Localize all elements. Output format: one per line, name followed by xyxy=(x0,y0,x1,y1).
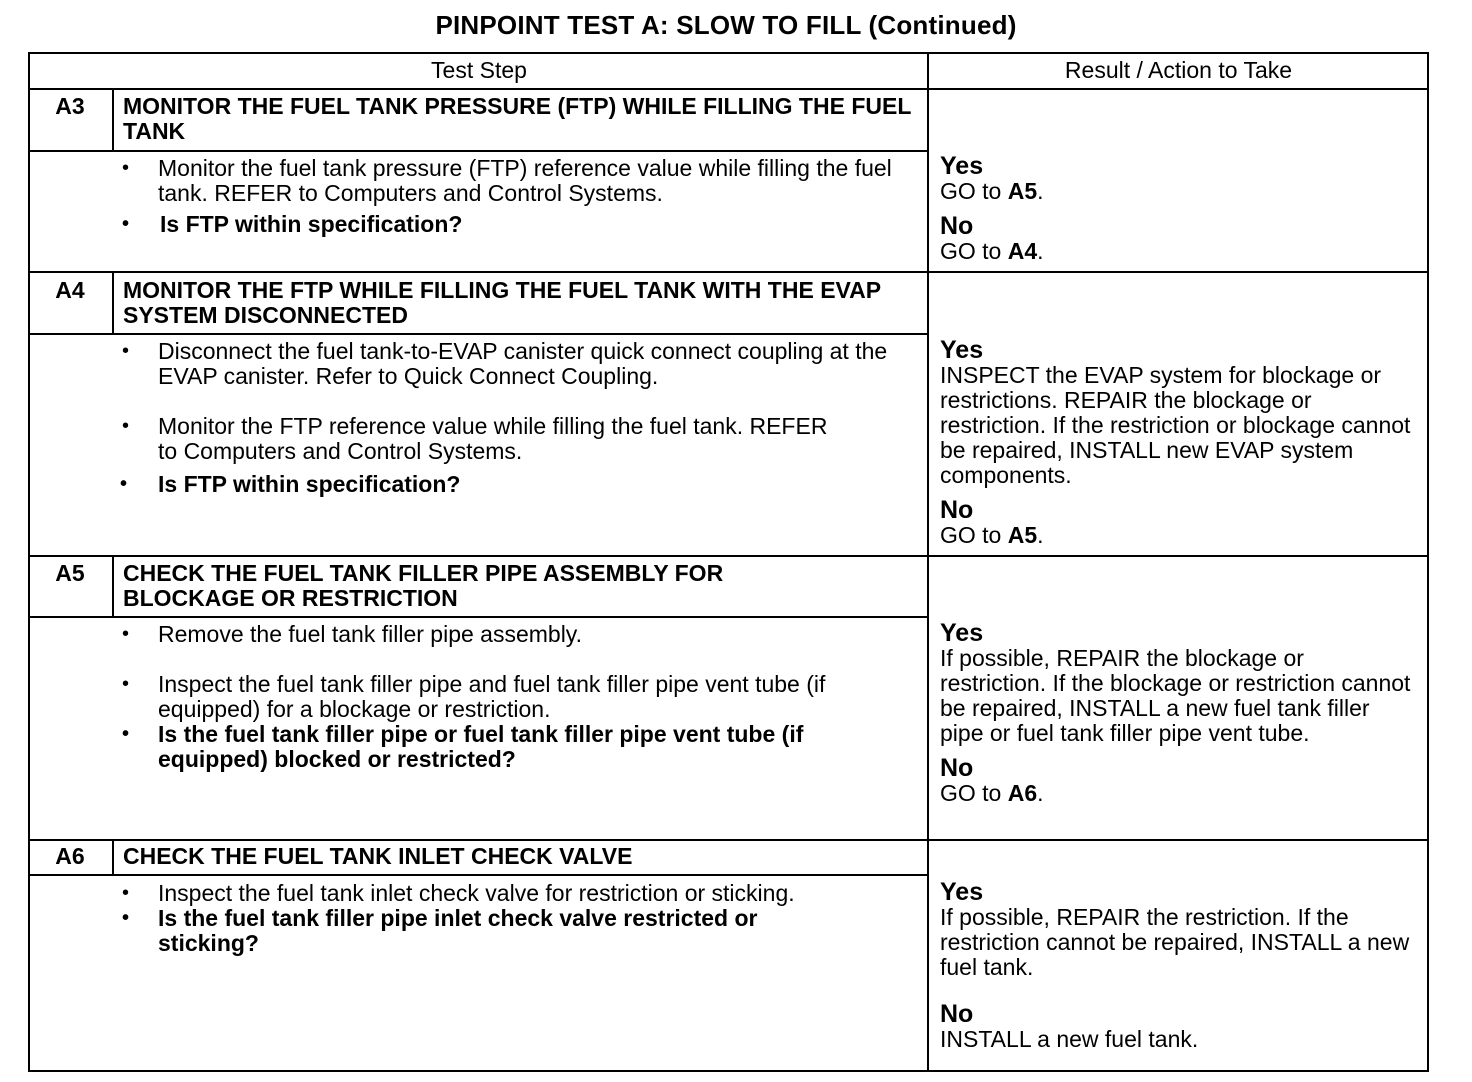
a5-result: Yes If possible, REPAIR the blockage or restriction. If the blockage or restriction cannot be repaired, INSTALL a new fuel tank filler pipe or fuel tank filler pipe vent tube. No GO to A6. xyxy=(940,619,1411,806)
step-id-a6: A6 xyxy=(55,843,85,869)
bullet-icon: • xyxy=(122,415,130,437)
a3-title-rule xyxy=(30,150,927,152)
a5-bottom-rule xyxy=(30,839,1427,841)
step-id-a5: A5 xyxy=(55,560,85,586)
a3-id-divider xyxy=(112,89,114,151)
step-title-a4: MONITOR THE FTP WHILE FILLING THE FUEL TANK WITH THE EVAP SYSTEM DISCONNECTED xyxy=(123,277,881,328)
a3-bottom-rule xyxy=(30,271,1427,273)
bullet-icon: • xyxy=(122,907,130,929)
a5-id-divider xyxy=(112,556,114,617)
bullet-icon: • xyxy=(122,882,130,904)
bullet-icon: • xyxy=(122,723,130,745)
pinpoint-test-table: Test Step Result / Action to Take A3 MONITOR THE FUEL TANK PRESSURE (FTP) WHILE FILLING THE FUEL TANK • Monitor the fuel tank pressure (FTP) reference value while filling the fuel tank. REFER to Computers and Control Systems. • Is FTP within specification? Yes GO to A5. No GO to A4. A4 MONITOR THE FTP WHILE FILLING THE FUEL TANK WITH THE EVAP SYSTEM DISCONNECTED • Disconnect the fuel tank-to-EVAP canister quick connect coupling at the EVAP canister. Refer to Quick Connect Coupling. • Monitor the FTP reference value while filling the fuel tank. REFER to Computers and Control Systems. • Is FTP within specification? Yes INSPECT the EVAP system for blockage or restrictions. REPAIR the blockage or restriction. If the restriction or blockage cannot be repaired, INSTALL new EVAP system components. No GO to A5. A5 CHECK THE FUEL TANK FILLER PIPE ASSEMBLY FOR BLOCKAGE OR RESTRICTION • Remove the fuel tank filler pipe assembly. • Inspect the fuel tank filler pipe and fuel tank filler pipe vent tube (if equipped) for a blockage or restriction. • Is the fuel tank filler pipe or fuel tank filler pipe vent tube (if equipped) blocked or restricted? Yes If possible, REPAIR the blockage or restriction. If the blockage or restriction cannot be repaired, INSTALL a new fuel tank filler pipe or fuel tank filler pipe vent tube. No GO to A6. A6 CHECK THE FUEL TANK INLET CHECK VALVE • Inspect the fuel tank inlet check valve for restriction or sticking. • Is the fuel tank filler pipe inlet check valve restricted or sticking? Yes If possible, REPAIR the restriction. If the restriction cannot be repaired, INSTALL a new fuel tank. No INSTALL a new fuel tank. xyxy=(28,52,1429,1072)
step-id-a4: A4 xyxy=(55,277,85,303)
a4-id-divider xyxy=(112,272,114,334)
column-divider xyxy=(927,54,929,1070)
a6-id-divider xyxy=(112,840,114,875)
bullet-icon: • xyxy=(120,473,128,495)
bullet-icon: • xyxy=(122,157,130,179)
step-title-a6: CHECK THE FUEL TANK INLET CHECK VALVE xyxy=(123,843,633,869)
a3-result: Yes GO to A5. No GO to A4. xyxy=(940,152,1044,264)
step-title-a5: CHECK THE FUEL TANK FILLER PIPE ASSEMBLY FOR BLOCKAGE OR RESTRICTION xyxy=(123,560,724,611)
header-test-step: Test Step xyxy=(431,57,527,83)
step-id-a3: A3 xyxy=(55,93,85,119)
a6-title-rule xyxy=(30,874,927,876)
header-result-action: Result / Action to Take xyxy=(1064,57,1293,83)
bullet-icon: • xyxy=(122,623,130,645)
a4-title-rule xyxy=(30,333,927,335)
a5-title-rule xyxy=(30,616,927,618)
bullet-icon: • xyxy=(122,340,130,362)
a4-bottom-rule xyxy=(30,555,1427,557)
a6-result: Yes If possible, REPAIR the restriction. If the restriction cannot be repaired, INSTALL a new fuel tank. No INSTALL a new fuel tank. xyxy=(940,878,1410,1052)
step-title-a3: MONITOR THE FUEL TANK PRESSURE (FTP) WHILE FILLING THE FUEL TANK xyxy=(123,93,911,144)
bullet-icon: • xyxy=(122,213,130,235)
page-title: PINPOINT TEST A: SLOW TO FILL (Continued) xyxy=(435,10,1017,40)
bullet-icon: • xyxy=(122,673,130,695)
a4-result: Yes INSPECT the EVAP system for blockage or restrictions. REPAIR the blockage or restriction. If the restriction or blockage cannot be repaired, INSTALL new EVAP system components. No GO to A5. xyxy=(940,336,1411,548)
header-rule xyxy=(30,88,1427,90)
